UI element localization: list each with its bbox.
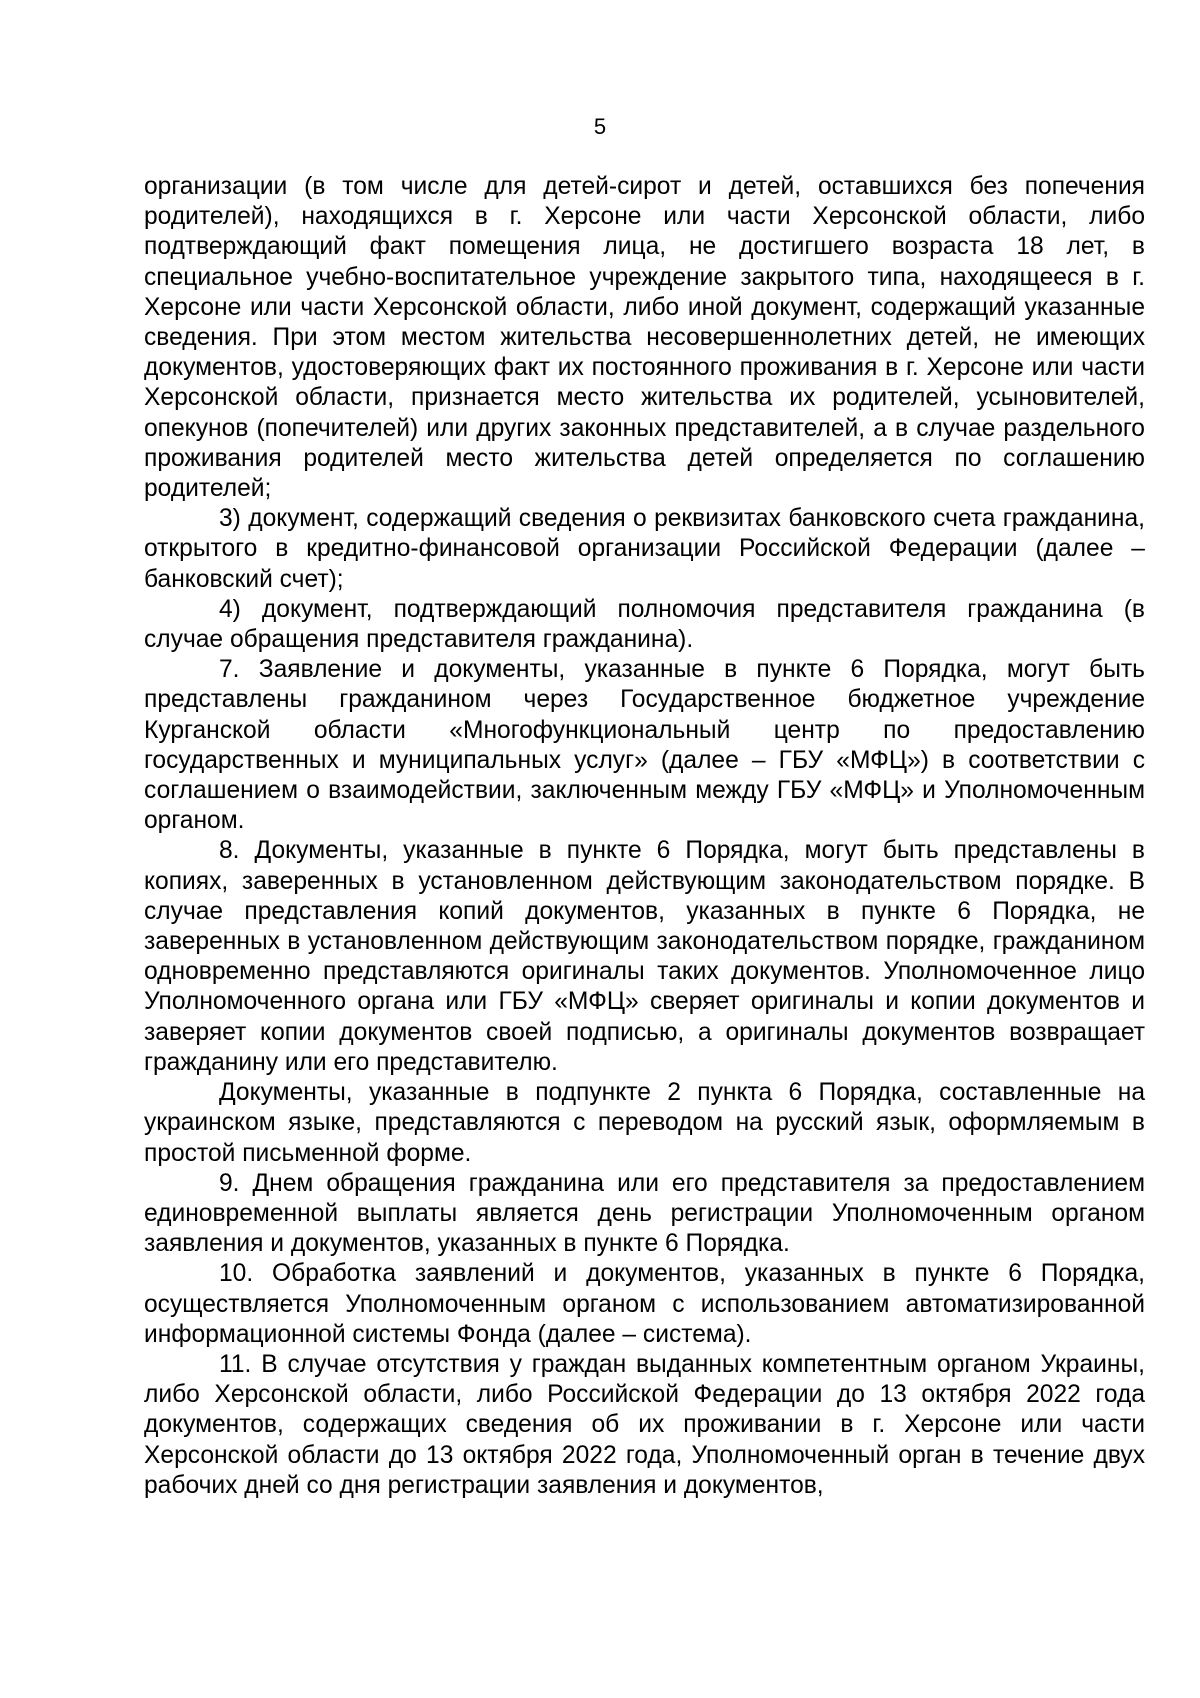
paragraph-continuation: организации (в том числе для детей-сирот и детей, оставшихся без попечения родителей), находящихся в г. Херсоне или части Херсонской области, либо подтверждающий факт помещения лица, не достигшего возраста 18 лет, в специальное учебно-воспитательное учреждение закрытого типа, находящееся в г. Херсоне или части Херсонской области, либо иной документ, содержащий указанные сведения. При этом местом жительства несовершеннолетних детей, не имеющих документов, удостоверяющих факт их постоянного проживания в г. Херсоне или части Херсонской области, признается место жительства их родителей, усыновителей, опекунов (попечителей) или других законных представителей, а в случае раздельного проживания родителей место жительства детей определяется по соглашению родителей; [144,173,1145,503]
paragraph-clause-8-translation: Документы, указанные в подпункте 2 пункта 6 Порядка, составленные на украинском языке, представляются с переводом на русский язык, оформляемым в простой письменной форме. [144,1079,1145,1167]
paragraph-clause-10: 10. Обработка заявлений и документов, указанных в пункте 6 Порядка, осуществляется Уполномоченным органом с использованием автоматизированной информационной системы Фонда (далее – система). [144,1260,1145,1348]
paragraph-clause-8: 8. Документы, указанные в пункте 6 Порядка, могут быть представлены в копиях, заверенных в установленном действующим законодательством порядке. В случае представления копий документов, указанных в пункте 6 Порядка, не заверенных в установленном действующим законодательством порядке, гражданином одновременно представляются оригиналы таких документов. Уполномоченное лицо Уполномоченного органа или ГБУ «МФЦ» сверяет оригиналы и копии документов и заверяет копии документов своей подписью, а оригиналы документов возвращает гражданину или его представителю. [144,837,1145,1076]
paragraph-item-3: 3) документ, содержащий сведения о реквизитах банковского счета гражданина, открытого в кредитно-финансовой организации Российской Федерации (далее – банковский счет); [144,505,1145,593]
page-number: 5 [593,114,607,139]
paragraph-clause-9: 9. Днем обращения гражданина или его представителя за предоставлением единовременной выплаты является день регистрации Уполномоченным органом заявления и документов, указанных в пункте 6 Порядка. [144,1169,1145,1258]
paragraph-clause-7: 7. Заявление и документы, указанные в пункте 6 Порядка, могут быть представлены гражданином через Государственное бюджетное учреждение Курганской области «Многофункциональный центр по предоставлению государственных и муниципальных услуг» (далее – ГБУ «МФЦ») в соответствии с соглашением о взаимодействии, заключенным между ГБУ «МФЦ» и Уполномоченным органом. [144,656,1145,835]
paragraph-clause-11: 11. В случае отсутствия у граждан выданных компетентным органом Украины, либо Херсонской области, либо Российской Федерации до 13 октября 2022 года документов, содержащих сведения об их проживании в г. Херсоне или части Херсонской области до 13 октября 2022 года, Уполномоченный орган в течение двух рабочих дней со дня регистрации заявления и документов, [144,1350,1145,1499]
paragraph-item-4: 4) документ, подтверждающий полномочия представителя гражданина (в случае обращения представителя гражданина). [144,595,1145,654]
document-body [144,172,1145,1501]
